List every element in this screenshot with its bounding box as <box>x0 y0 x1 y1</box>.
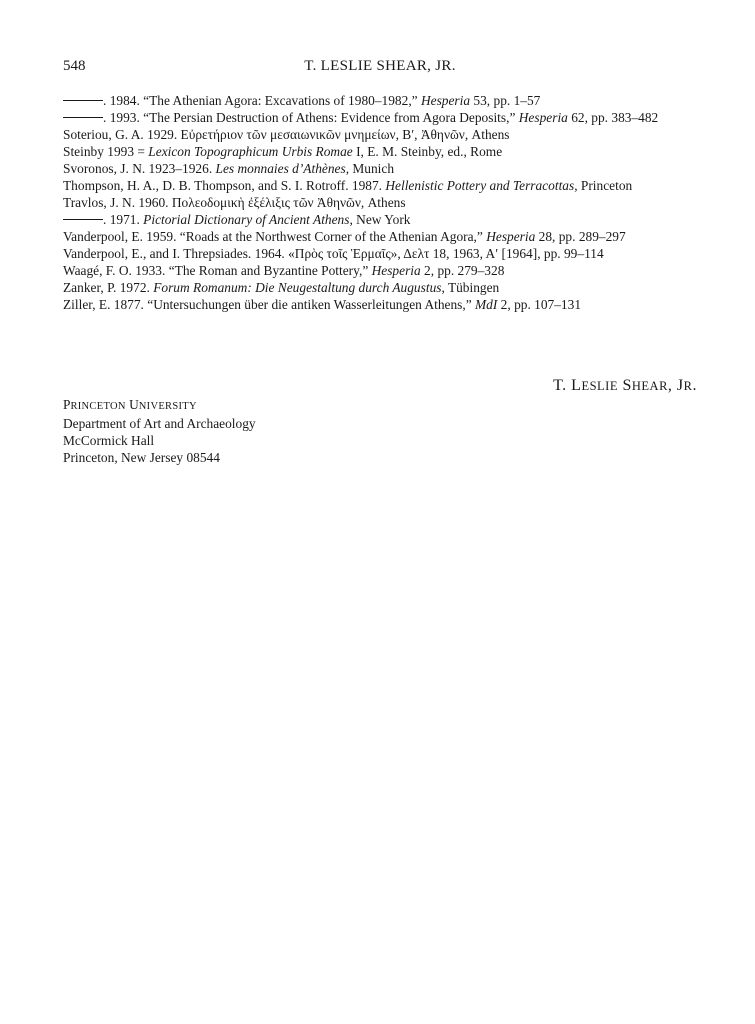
reference-text: Waagé, F. O. 1933. “The Roman and Byzantine Pottery,” <box>63 263 372 278</box>
reference-text: . 1984. “The Athenian Agora: Excavations of 1980–1982,” <box>103 93 421 108</box>
reference-text: Steinby 1993 = <box>63 144 149 159</box>
reference-text: , Munich <box>345 161 395 176</box>
reference-entry <box>63 92 703 109</box>
reference-text: Zanker, P. 1972. <box>63 280 154 295</box>
repeat-author-dash <box>63 219 103 220</box>
reference-title-italic: MdI <box>475 297 498 312</box>
page-number: 548 <box>63 58 86 74</box>
author-signature: T. LESLIE SHEAR, JR. <box>553 377 697 394</box>
reference-entry <box>63 160 703 177</box>
city-line: Princeton, New Jersey 08544 <box>63 450 220 465</box>
reference-entry <box>63 194 703 211</box>
bibliography-list <box>63 92 703 313</box>
reference-title-italic: Hesperia <box>371 263 421 278</box>
reference-title-italic: Les monnaies d’Athènes <box>215 161 346 176</box>
reference-text: 2, pp. 107–131 <box>497 297 582 312</box>
reference-entry <box>63 177 703 194</box>
reference-text: Thompson, H. A., D. B. Thompson, and S. I. Rotroff. 1987. <box>63 178 386 193</box>
reference-text: . 1971. <box>103 212 144 227</box>
reference-entry <box>63 245 703 262</box>
reference-text: Svoronos, J. N. 1923–1926. <box>63 161 216 176</box>
running-head: T. LESLIE SHEAR, JR. <box>304 58 456 74</box>
reference-entry <box>63 228 703 245</box>
reference-text: Travlos, J. N. 1960. Πολεοδομικὴ ἐξέλιξις τῶν Ἀθηνῶν, Athens <box>63 195 406 210</box>
reference-entry <box>63 262 703 279</box>
reference-text: 28, pp. 289–297 <box>535 229 626 244</box>
reference-title-italic: Hellenistic Pottery and Terracottas <box>385 178 575 193</box>
page-header <box>63 58 697 78</box>
reference-text: , Tübingen <box>441 280 500 295</box>
reference-text: Soteriou, G. A. 1929. Εὐρετήριον τῶν μεσαιωνικῶν μνημείων, Β′, Ἀθηνῶν, Athens <box>63 127 510 142</box>
reference-text: Ziller, E. 1877. “Untersuchungen über die antiken Wasserleitungen Athens,” <box>63 297 476 312</box>
reference-text: Vanderpool, E., and I. Threpsiades. 1964. «Πρὸς τοῖς Ἑρμαῖς», Δελτ 18, 1963, Α′ [1964], pp. 99–114 <box>63 246 604 261</box>
department-name: Department of Art and Archaeology <box>63 416 256 431</box>
reference-text: 53, pp. 1–57 <box>470 93 541 108</box>
reference-text: I, E. M. Steinby, ed., Rome <box>352 144 503 159</box>
reference-entry <box>63 296 703 313</box>
institution-name: PRINCETON UNIVERSITY <box>63 397 197 412</box>
reference-title-italic: Hesperia <box>486 229 536 244</box>
reference-entry <box>63 279 703 296</box>
reference-text: 2, pp. 279–328 <box>420 263 505 278</box>
reference-title-italic: Lexicon Topographicum Urbis Romae <box>148 144 353 159</box>
reference-title-italic: Hesperia <box>518 110 568 125</box>
reference-text: , New York <box>349 212 411 227</box>
reference-title-italic: Forum Romanum: Die Neugestaltung durch Augustus <box>153 280 442 295</box>
reference-text: , Princeton <box>574 178 633 193</box>
reference-entry <box>63 109 703 126</box>
author-address <box>63 396 256 466</box>
reference-text: . 1993. “The Persian Destruction of Athens: Evidence from Agora Deposits,” <box>103 110 519 125</box>
repeat-author-dash <box>63 100 103 101</box>
reference-entry <box>63 126 703 143</box>
building-name: McCormick Hall <box>63 433 155 448</box>
reference-title-italic: Hesperia <box>420 93 471 108</box>
reference-entry <box>63 211 703 228</box>
reference-title-italic: Pictorial Dictionary of Ancient Athens <box>143 212 350 227</box>
reference-text: 62, pp. 383–482 <box>567 110 659 125</box>
reference-text: Vanderpool, E. 1959. “Roads at the Northwest Corner of the Athenian Agora,” <box>63 229 487 244</box>
reference-entry <box>63 143 703 160</box>
repeat-author-dash <box>63 117 103 118</box>
